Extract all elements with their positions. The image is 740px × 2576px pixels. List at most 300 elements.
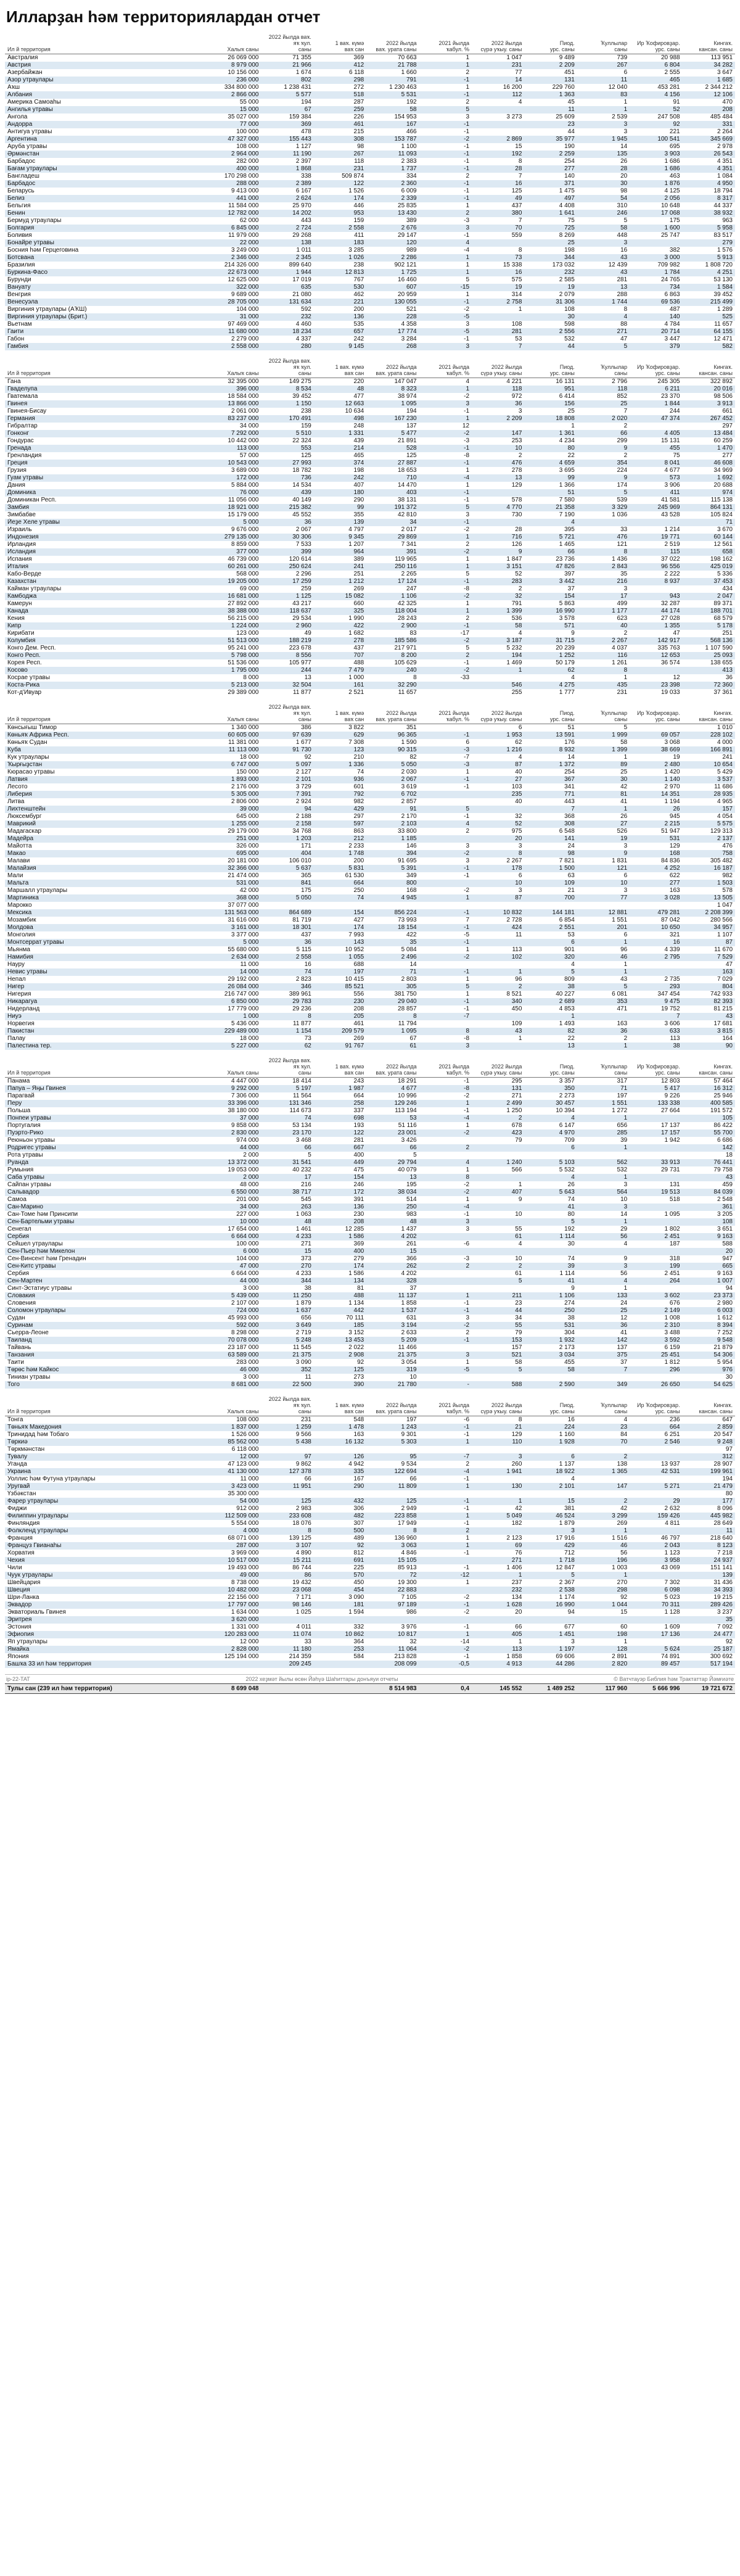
table-row	[5, 1366, 735, 1374]
table-row	[5, 813, 735, 820]
value-cell: 530	[314, 284, 366, 291]
value-cell: 74	[524, 1255, 577, 1263]
country-cell: Әрмәнстан	[5, 151, 208, 158]
value-cell: 3 958	[630, 1557, 682, 1564]
value-cell: 277	[524, 165, 577, 173]
value-cell: 49	[261, 630, 313, 637]
value-cell: 337	[314, 1107, 366, 1115]
value-cell: 27	[472, 776, 524, 783]
value-cell: 2 345	[261, 254, 313, 262]
value-cell	[630, 1572, 682, 1579]
column-header: Ир Ҡофировҙар. урс. саны	[630, 1395, 682, 1416]
value-cell: 285	[577, 1129, 630, 1137]
value-cell: 3	[577, 843, 630, 850]
value-cell: 12	[419, 423, 472, 430]
value-cell: 322 892	[683, 378, 735, 386]
value-cell: 3 090	[261, 1359, 313, 1366]
value-cell: -1	[419, 1300, 472, 1307]
value-cell: 64 155	[683, 328, 735, 336]
value-cell: 19 513	[630, 1189, 682, 1196]
value-cell: 19	[630, 754, 682, 761]
value-cell: 176	[524, 739, 577, 746]
value-cell: 42 325	[366, 600, 419, 608]
value-cell: 5 417	[630, 1085, 682, 1092]
value-cell: 695 000	[208, 850, 261, 857]
table-row	[5, 519, 735, 526]
value-cell: 83 237 000	[208, 415, 261, 423]
value-cell: 22 000	[208, 239, 261, 247]
value-cell: 1 718	[524, 1557, 577, 1564]
value-cell: 1 795 000	[208, 667, 261, 674]
value-cell: 3	[419, 1042, 472, 1050]
value-cell: 1 261	[577, 659, 630, 667]
table-row	[5, 254, 735, 262]
country-cell: Косрае утравы	[5, 674, 208, 682]
value-cell: 7 171	[261, 1594, 313, 1601]
table-header-row	[5, 1056, 735, 1078]
value-cell: 23	[524, 121, 577, 128]
table-row	[5, 674, 735, 682]
value-cell: 7 391	[261, 791, 313, 798]
value-cell	[630, 1174, 682, 1181]
value-cell: 60 144	[683, 534, 735, 541]
table-block	[5, 1056, 735, 1389]
value-cell: 18 154	[366, 924, 419, 931]
value-cell: 912 000	[208, 1505, 261, 1513]
value-cell: 10 634	[314, 408, 366, 415]
value-cell	[630, 1203, 682, 1211]
value-cell: 4	[577, 1278, 630, 1285]
value-cell: -1	[419, 1624, 472, 1631]
value-cell: 259	[261, 585, 313, 593]
value-cell: 344	[524, 254, 577, 262]
value-cell: 2 900	[366, 622, 419, 630]
value-cell: -1	[419, 968, 472, 976]
value-cell: 131	[472, 1085, 524, 1092]
value-cell: 44	[524, 343, 577, 350]
value-cell: 72 360	[683, 682, 735, 689]
value-cell: 1 612	[683, 1315, 735, 1322]
value-cell: -1	[419, 1601, 472, 1609]
value-cell: 25 609	[524, 114, 577, 121]
value-cell: 36	[683, 674, 735, 682]
value-cell: 38	[261, 1285, 313, 1292]
value-cell: 1 744	[577, 299, 630, 306]
value-cell: 5	[577, 724, 630, 732]
value-cell: 15 000	[208, 106, 261, 114]
value-cell: -1	[419, 1564, 472, 1572]
value-cell: 332	[314, 1624, 366, 1631]
value-cell	[472, 1446, 524, 1453]
value-cell: 142	[577, 1337, 630, 1344]
value-cell: 120	[366, 239, 419, 247]
value-cell: 465	[314, 452, 366, 460]
value-cell: 17 774	[366, 328, 419, 336]
value-cell: 123	[314, 746, 366, 754]
value-cell: 1 106	[524, 1292, 577, 1300]
value-cell: 236	[630, 1416, 682, 1424]
value-cell: 8	[472, 850, 524, 857]
value-cell: 141	[524, 835, 577, 843]
value-cell: 1	[419, 1542, 472, 1550]
table-row	[5, 954, 735, 961]
value-cell: 1	[419, 556, 472, 563]
value-cell: 307	[314, 1520, 366, 1527]
value-cell: 5	[419, 504, 472, 511]
value-cell: 71	[366, 968, 419, 976]
value-cell	[577, 1490, 630, 1498]
value-cell: 5 429	[683, 769, 735, 776]
value-cell: 17 949	[366, 1520, 419, 1527]
value-cell: 4 408	[524, 202, 577, 210]
table-row	[5, 1005, 735, 1013]
value-cell: 25	[577, 1307, 630, 1315]
value-cell: 238	[314, 262, 366, 269]
value-cell: 8	[577, 548, 630, 556]
value-cell: 2 017	[366, 526, 419, 534]
value-cell: 53 134	[261, 1122, 313, 1129]
table-row	[5, 645, 735, 652]
table-row	[5, 1218, 735, 1226]
table-row	[5, 1661, 735, 1668]
value-cell: 191 372	[366, 504, 419, 511]
value-cell: 97	[261, 1453, 313, 1461]
value-cell: 263	[261, 1203, 313, 1211]
value-cell: 79	[472, 1329, 524, 1337]
value-cell: 5	[577, 489, 630, 497]
country-cell: Испания	[5, 556, 208, 563]
value-cell: 55 680 000	[208, 946, 261, 954]
value-cell: 129	[472, 482, 524, 489]
value-cell: 588	[683, 1241, 735, 1248]
value-cell: 5 391	[366, 865, 419, 872]
value-cell: 8 556	[261, 652, 313, 659]
value-cell: 2	[419, 1461, 472, 1468]
value-cell: 23 370	[630, 393, 682, 400]
value-cell: 18 000	[208, 754, 261, 761]
value-cell: 5 436 000	[208, 1020, 261, 1028]
value-cell: 41	[577, 1329, 630, 1337]
table-row	[5, 1461, 735, 1468]
value-cell: 159	[314, 217, 366, 225]
value-cell: 528	[366, 445, 419, 452]
value-cell: 167	[366, 121, 419, 128]
value-cell: 2 101	[261, 776, 313, 783]
value-cell: 1	[419, 291, 472, 299]
value-cell	[472, 1616, 524, 1624]
value-cell: 92	[314, 1542, 366, 1550]
value-cell: 197	[314, 968, 366, 976]
value-cell: -1	[419, 336, 472, 343]
value-cell: 75	[630, 452, 682, 460]
value-cell: 6 000	[208, 1248, 261, 1255]
country-cell: Непал	[5, 976, 208, 983]
value-cell: 5 863	[524, 600, 577, 608]
value-cell: 227 000	[208, 1211, 261, 1218]
value-cell: 35 300 000	[208, 1490, 261, 1498]
table-row	[5, 917, 735, 924]
value-cell: 96 556	[630, 563, 682, 571]
value-cell	[419, 1490, 472, 1498]
value-cell: 29 192 000	[208, 976, 261, 983]
value-cell: 445 982	[683, 1513, 735, 1520]
value-cell: 2 859	[683, 1424, 735, 1431]
value-cell: 53	[366, 1115, 419, 1122]
value-cell: 6 414	[524, 393, 577, 400]
value-cell: 2 558	[314, 225, 366, 232]
value-cell: 70 078 000	[208, 1337, 261, 1344]
value-cell: 725	[524, 225, 577, 232]
value-cell: 270	[261, 1263, 313, 1270]
value-cell: 11 877	[261, 689, 313, 696]
table-row	[5, 84, 735, 91]
value-cell: 320	[524, 954, 577, 961]
value-cell: 9 413 000	[208, 188, 261, 195]
value-cell: 192	[524, 1226, 577, 1233]
value-cell: 1	[577, 1144, 630, 1152]
value-cell: 1	[419, 1439, 472, 1446]
value-cell: 49 000	[208, 1572, 261, 1579]
value-cell: 449	[314, 1159, 366, 1166]
table-row	[5, 1020, 735, 1028]
value-cell: 28 907	[683, 1461, 735, 1468]
table-row	[5, 269, 735, 276]
value-cell: 3 442	[524, 578, 577, 585]
value-cell: 105 977	[261, 659, 313, 667]
value-cell: 1 399	[472, 608, 524, 615]
value-cell	[419, 1374, 472, 1381]
value-cell: 1 584	[683, 284, 735, 291]
value-cell: -4	[419, 1203, 472, 1211]
value-cell: 47 000	[208, 1263, 261, 1270]
value-cell: 2 188	[261, 813, 313, 820]
table-row	[5, 69, 735, 76]
value-cell: 7 029	[683, 976, 735, 983]
country-cell: Панама	[5, 1078, 208, 1086]
value-cell: 133 338	[630, 1100, 682, 1107]
value-cell: 521	[472, 1352, 524, 1359]
value-cell: 8 738 000	[208, 1579, 261, 1587]
table-row	[5, 99, 735, 106]
country-cell: Танзания	[5, 1352, 208, 1359]
value-cell: 66	[261, 1144, 313, 1152]
value-cell: 5 115	[261, 946, 313, 954]
value-cell: 245 969	[630, 504, 682, 511]
value-cell: 209 245	[261, 1661, 313, 1668]
table-row	[5, 1078, 735, 1086]
country-cell: Кения	[5, 615, 208, 622]
value-cell: 647	[683, 1416, 735, 1424]
value-cell: 3	[472, 843, 524, 850]
value-cell: 3 034	[524, 1352, 577, 1359]
country-cell: Лихтенштейн	[5, 806, 208, 813]
value-cell: 27 664	[630, 1107, 682, 1115]
value-cell: 1 526 000	[208, 1431, 261, 1439]
value-cell: 199	[630, 1263, 682, 1270]
value-cell: 17 124	[366, 578, 419, 585]
value-cell: 18	[683, 1152, 735, 1159]
value-cell: 3	[419, 843, 472, 850]
value-cell: 38 180 000	[208, 1107, 261, 1115]
value-cell: 98	[524, 850, 577, 857]
value-cell: 399	[261, 548, 313, 556]
value-cell: 1 847	[472, 556, 524, 563]
value-cell: 1	[419, 262, 472, 269]
table-row	[5, 961, 735, 968]
value-cell: 21 080	[261, 291, 313, 299]
value-cell: 3 000	[208, 1285, 261, 1292]
value-cell: -1	[419, 939, 472, 946]
value-cell: 136	[314, 313, 366, 321]
table-row	[5, 1535, 735, 1542]
value-cell: 20 181 000	[208, 857, 261, 865]
value-cell: 2 548	[683, 1196, 735, 1203]
value-cell: 20	[472, 1609, 524, 1616]
value-cell: 1 600	[630, 225, 682, 232]
value-cell: 279	[314, 1255, 366, 1263]
country-cell: Майотта	[5, 843, 208, 850]
country-cell: Буркина-Фасо	[5, 269, 208, 276]
value-cell: 11	[261, 1374, 313, 1381]
value-cell: 389	[314, 556, 366, 563]
value-cell: 1 000	[208, 1013, 261, 1020]
value-cell	[630, 1144, 682, 1152]
value-cell: 2 451	[630, 1270, 682, 1278]
value-cell: 76 000	[208, 489, 261, 497]
value-cell: 411	[630, 489, 682, 497]
country-cell: Родригес утравы	[5, 1144, 208, 1152]
country-cell: Саба утравы	[5, 1174, 208, 1181]
report-table	[5, 33, 735, 350]
value-cell: 3	[472, 1453, 524, 1461]
country-cell: Болгария	[5, 225, 208, 232]
value-cell: 6 098	[630, 1587, 682, 1594]
column-header: Пиод. урс. саны	[524, 33, 577, 54]
value-cell: 126	[472, 541, 524, 548]
country-cell: Папуа – Яңы Гвинея	[5, 1085, 208, 1092]
value-cell: 9 145	[314, 343, 366, 350]
value-cell: 84 836	[630, 857, 682, 865]
country-cell: Суринам	[5, 1322, 208, 1329]
value-cell	[630, 519, 682, 526]
value-cell: 7 252	[683, 1329, 735, 1337]
column-header: Ир Ҡофировҙар. урс. саны	[630, 703, 682, 724]
value-cell: 4 460	[261, 321, 313, 328]
value-cell	[577, 902, 630, 909]
value-cell: 1 372	[524, 761, 577, 769]
value-cell: 947	[683, 1255, 735, 1263]
value-cell: 607	[366, 284, 419, 291]
value-cell: 688	[314, 961, 366, 968]
table-row	[5, 1653, 735, 1661]
value-cell: 1	[577, 1115, 630, 1122]
value-cell: 242	[314, 336, 366, 343]
value-cell: 2 758	[472, 299, 524, 306]
table-row	[5, 593, 735, 600]
table-row	[5, 217, 735, 225]
value-cell: 812	[314, 1550, 366, 1557]
value-cell: 2 273	[524, 1092, 577, 1100]
value-cell: 2 209	[472, 415, 524, 423]
value-cell: 71 355	[261, 54, 313, 62]
value-cell: 18 922	[524, 1468, 577, 1476]
value-cell: 210	[314, 754, 366, 761]
value-cell	[577, 1446, 630, 1453]
value-cell: 1 238 431	[261, 84, 313, 91]
value-cell: 7 306 000	[208, 1092, 261, 1100]
value-cell: 546	[472, 682, 524, 689]
value-cell: 20 959	[366, 291, 419, 299]
value-cell: 3 647	[683, 69, 735, 76]
table-row	[5, 1013, 735, 1020]
value-cell: -7	[419, 1013, 472, 1020]
value-cell: 74	[314, 894, 366, 902]
value-cell: 1 737	[366, 165, 419, 173]
country-cell: Словакия	[5, 1292, 208, 1300]
value-cell: 1 660	[366, 69, 419, 76]
value-cell: 461	[314, 121, 366, 128]
value-cell: 271	[472, 1557, 524, 1564]
value-cell: 3 670	[683, 526, 735, 534]
country-cell: Вьетнам	[5, 321, 208, 328]
value-cell: 246	[577, 210, 630, 217]
value-cell: 14 351	[630, 791, 682, 798]
value-cell: 2	[419, 828, 472, 835]
value-cell: 1 637	[261, 1307, 313, 1315]
value-cell: 11 113 000	[208, 746, 261, 754]
country-cell: Грузия	[5, 467, 208, 474]
value-cell: 121	[577, 865, 630, 872]
value-cell: 84 039	[683, 1189, 735, 1196]
value-cell: 22 156 000	[208, 1594, 261, 1601]
country-cell: Венгрия	[5, 291, 208, 299]
value-cell: 14	[577, 143, 630, 151]
value-cell: 5 000	[208, 519, 261, 526]
value-cell: 4 846	[366, 1550, 419, 1557]
value-cell: -2	[419, 430, 472, 437]
value-cell: 42	[577, 783, 630, 791]
value-cell: 290	[314, 1483, 366, 1490]
value-cell: 42 810	[366, 511, 419, 519]
value-cell: -1	[419, 776, 472, 783]
value-cell: 3 468	[261, 1137, 313, 1144]
value-cell: 712	[524, 1550, 577, 1557]
value-cell: -1	[419, 998, 472, 1005]
value-cell: 25 747	[630, 232, 682, 239]
value-cell: 131 346	[261, 1100, 313, 1107]
value-cell: 1 465	[524, 541, 577, 548]
value-cell: 70 311	[630, 1601, 682, 1609]
value-cell: 657	[314, 328, 366, 336]
value-cell: 1	[419, 1579, 472, 1587]
table-row	[5, 1520, 735, 1527]
value-cell: 118	[472, 386, 524, 393]
column-header: Ил й территория	[5, 33, 208, 54]
country-cell: Үзбәкстан	[5, 1490, 208, 1498]
value-cell: 14 000	[208, 968, 261, 976]
value-cell: 633	[630, 1028, 682, 1035]
value-cell: 118 637	[261, 608, 313, 615]
value-cell	[630, 902, 682, 909]
country-cell: Мальта	[5, 880, 208, 887]
value-cell: 11 979 000	[208, 232, 261, 239]
country-cell: Малави	[5, 857, 208, 865]
value-cell: 863	[314, 828, 366, 835]
country-cell: Ямайка	[5, 1646, 208, 1653]
value-cell: 47	[577, 336, 630, 343]
value-cell: 8 323	[366, 386, 419, 393]
value-cell: 517 194	[683, 1661, 735, 1668]
